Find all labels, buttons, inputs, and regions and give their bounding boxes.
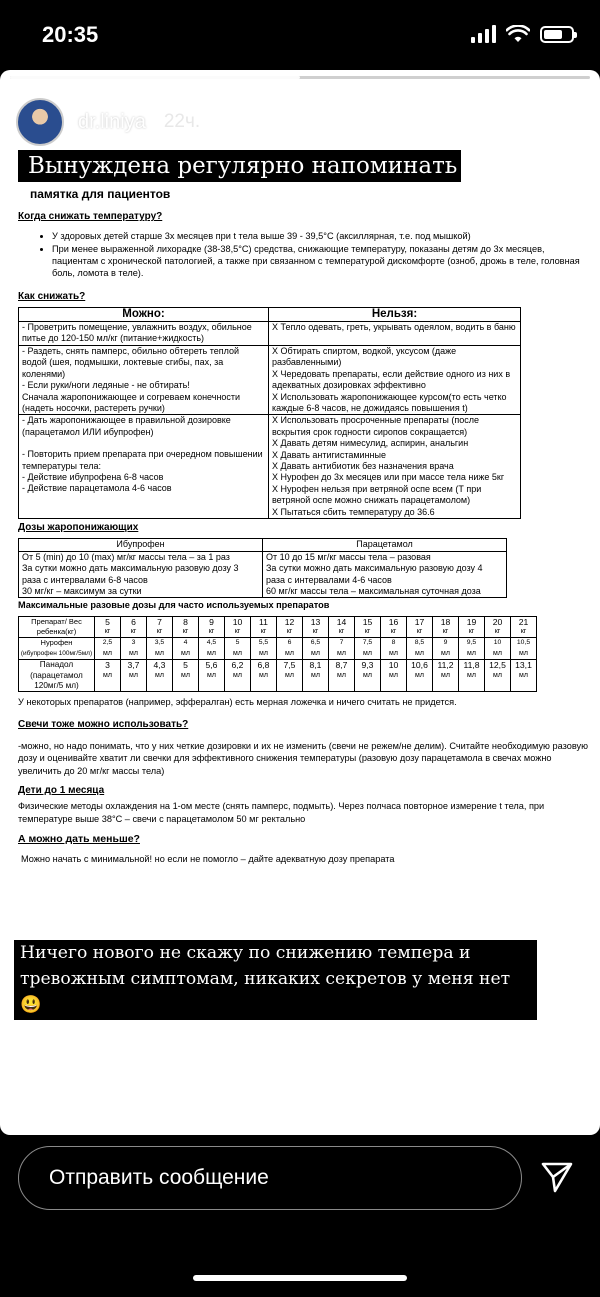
cell-unit: мл (337, 671, 346, 679)
cell-line: - Если руки/ноги ледяные - не обтирать! (22, 380, 190, 391)
cell-unit: кг (286, 628, 293, 636)
cell-value: 8 (183, 616, 188, 627)
cell-line: - Дать жаропонижающее в правильной дозировке (парацетамол ИЛИ ибупрофен) (22, 415, 231, 437)
table-row (19, 551, 507, 598)
story-time: 22ч. (163, 111, 201, 132)
cell-value: 5 (235, 639, 240, 647)
cell-unit: мл (415, 671, 424, 679)
story-caption: Ничего нового не скажу по снижению темпера и тревожным симптомам, никаких секретов у меня нет 😃 (14, 940, 537, 1020)
cell-line: X Давать антибиотик без назначения врача (272, 460, 454, 471)
cell-unit: мл (441, 671, 450, 679)
weight-cell (147, 616, 173, 638)
cell-unit: мл (519, 649, 528, 657)
cell-value: 7,5 (362, 639, 373, 647)
cell-value: 10 (493, 639, 502, 647)
when-heading: Когда снижать температуру? (18, 211, 163, 223)
cell-unit: кг (156, 628, 163, 636)
cell-unit: мл (285, 671, 294, 679)
cell-unit: мл (311, 671, 320, 679)
cell-value: 9,5 (466, 639, 477, 647)
cell-value: 11,8 (463, 660, 480, 671)
cell-unit: кг (104, 628, 111, 636)
cell-value: 10 (232, 616, 243, 627)
cell-unit: мл (103, 649, 112, 657)
infants-heading: Дети до 1 месяца (18, 784, 105, 796)
panadol-dose-cell (199, 660, 225, 692)
panadol-dose-cell (433, 660, 459, 692)
panadol-dose-cell (381, 660, 407, 692)
panadol-label-cell: Панадол (парацетамол 120мг/5 мл) (19, 660, 95, 692)
panadol-dose-cell (329, 660, 355, 692)
cell-line: X Чередовать препараты, если действие одного из них в адекватных дозировках эффективно (272, 368, 511, 391)
weight-cell (121, 616, 147, 638)
nurofen-dose-cell (251, 638, 277, 660)
cell-value: 13,1 (515, 660, 532, 671)
status-time: 20:35 (42, 22, 99, 47)
cell-unit: кг (468, 628, 475, 636)
cell-value: 7 (157, 616, 162, 627)
cell-value: 3 (131, 639, 136, 647)
nurofen-dose-cell (277, 638, 303, 660)
cell-unit: мл (363, 649, 372, 657)
nurofen-dose-cell (329, 638, 355, 660)
cell-unit: мл (233, 671, 242, 679)
list-item: • При менее выраженной лихорадке (38-38,5°С) средства, снижающие температуру, показаны детям до 3х месяцев, пациентам с хронической патологией, а также при связанном с температурой дискомфорте (озноб, дрожь в теле, головная боль, ломота в теле). (52, 243, 588, 280)
cell-value: 12 (284, 616, 295, 627)
more-options-button[interactable]: ••• (492, 108, 524, 135)
cell-value: 5,6 (205, 660, 218, 671)
cellular-signal-icon (471, 25, 496, 43)
cell-line: X Нурофен до 3х месяцев или при массе тела ниже 5кг (272, 472, 505, 483)
can-cell (19, 322, 269, 346)
cell-unit: мл (493, 649, 502, 657)
cell-unit: мл (519, 671, 528, 679)
nurofen-dose-cell (381, 638, 407, 660)
cell-line: От 10 до 15 мг/кг массы тела – разовая (266, 551, 431, 562)
cell-line: От 5 (min) до 10 (max) мг/кг массы тела – за 1 раз (22, 551, 230, 562)
panadol-dose-cell (121, 660, 147, 692)
cell-value: 3 (105, 660, 110, 671)
cell-line: X Пытаться сбить температуру до 36.6 (272, 506, 435, 517)
cell-unit: мл (415, 649, 424, 657)
status-icons (471, 25, 574, 43)
nurofen-dose-cell (95, 638, 121, 660)
cell-value: 9 (209, 616, 214, 627)
cell-unit: кг (338, 628, 345, 636)
cell-unit: мл (129, 649, 138, 657)
cell-unit: кг (390, 628, 397, 636)
cell-value: 8,5 (414, 639, 425, 647)
panadol-dose-cell (251, 660, 277, 692)
close-icon[interactable] (550, 100, 586, 136)
cell-value: 8,1 (309, 660, 322, 671)
send-icon[interactable] (540, 1160, 574, 1194)
cell-unit: мл (337, 649, 346, 657)
panadol-dose-cell (277, 660, 303, 692)
cell-value: 10,5 (516, 639, 531, 647)
cell-line: X Использовать жаропонижающее курсом(то есть четко каждые 6-8 часов, не дожидаясь повышения t) (272, 391, 507, 413)
cell-unit: мл (389, 671, 398, 679)
less-text: Можно начать с минимальной! но если не помогло – дайте адекватную дозу препарата (21, 854, 395, 865)
cell-unit: мл (467, 649, 476, 657)
cell-unit: мл (285, 649, 294, 657)
nurofen-dose-cell (121, 638, 147, 660)
table-row (19, 660, 537, 692)
weight-cell (251, 616, 277, 638)
cell-value: 9 (443, 639, 448, 647)
weight-cell (225, 616, 251, 638)
cell-unit: кг (442, 628, 449, 636)
memo-document (18, 184, 588, 865)
cell-value: 18 (440, 616, 451, 627)
cell-line: Сначала жаропонижающее и согреваем конечности (надеть носочки, растереть ручки) (22, 391, 241, 413)
cell-unit: кг (364, 628, 371, 636)
cell-line: За сутки можно дать максимальную разовую дозу 3 раза с интервалами 6-8 часов (22, 563, 239, 585)
max-doses-heading: Максимальные разовые дозы для часто используемых препаратов (18, 600, 330, 611)
cell-line: - Проветрить помещение, увлажнить воздух, обильное питье до 120-150 мл/кг (питание+жидкость) (22, 322, 252, 344)
battery-icon (540, 26, 574, 43)
cell-unit: мл (259, 649, 268, 657)
cell-unit: кг (208, 628, 215, 636)
panadol-dose-cell (95, 660, 121, 692)
story-progress-fill (10, 76, 300, 79)
cell-line: X Нурофен нельзя при ветряной оспе всем (Т при ветряной оспе можно снижать парацетамолом) (272, 483, 482, 506)
table-row (19, 638, 537, 660)
cell-line: - Повторить прием препарата при очередном повышении температуры тела: (22, 449, 263, 471)
weight-cell (199, 616, 225, 638)
cell-value: 8 (391, 639, 396, 647)
nurofen-dose-cell (459, 638, 485, 660)
cell-value: 19 (466, 616, 477, 627)
weight-cell (511, 616, 537, 638)
rules-table (18, 307, 521, 519)
cell-value: 10 (388, 660, 399, 671)
cell-unit: мл (389, 649, 398, 657)
nurofen-dose-cell (147, 638, 173, 660)
cannot-header: Нельзя: (269, 308, 521, 322)
cell-line: - Действие ибупрофена 6-8 часов (22, 471, 164, 482)
cannot-cell (269, 322, 521, 346)
can-header: Можно: (19, 308, 269, 322)
cell-value: 11,2 (437, 660, 454, 671)
weight-cell (329, 616, 355, 638)
cell-value: 4 (183, 639, 188, 647)
cell-value: 2,5 (102, 639, 113, 647)
panadol-dose-cell (407, 660, 433, 692)
status-bar (0, 0, 600, 70)
cell-unit: кг (416, 628, 423, 636)
cell-value: 5 (183, 660, 188, 671)
cell-value: 12,5 (489, 660, 506, 671)
cell-value: 6 (131, 616, 136, 627)
weight-cell (485, 616, 511, 638)
table-row (19, 616, 537, 638)
message-input[interactable]: Отправить сообщение (18, 1146, 522, 1210)
cell-line: 60 мг/кг массы тела – максимальная суточная доза (266, 585, 481, 596)
panadol-dose-cell (459, 660, 485, 692)
cell-value: 9,3 (361, 660, 374, 671)
nurofen-dose-cell (485, 638, 511, 660)
panadol-dose-cell (511, 660, 537, 692)
story-progress-bar (10, 76, 590, 79)
table-row (19, 322, 521, 346)
cell-line: - Раздеть, снять памперс, обильно обтереть теплой водой (шея, подмышки, локтевые сгибы, пах, за коленями) (22, 345, 240, 379)
nurofen-sublabel: (ибупрофен 100мг/5мл) (20, 649, 93, 657)
wifi-icon (506, 25, 530, 43)
cell-value: 15 (362, 616, 373, 627)
ibuprofen-cell (19, 551, 263, 598)
candles-text: -можно, но надо понимать, что у них четкие дозировки и их не изменить (свечи не режем/не делим). Считайте необходимую разовую дозу и оценивайте хватит ли свечки для эффективного снижения температуры (разовую дозу парацетамола в свечах можно увеличить до 20 мг/кг массы тела) (18, 741, 588, 776)
cell-unit: мл (207, 671, 216, 679)
cell-value: 6 (287, 639, 292, 647)
weight-cell (303, 616, 329, 638)
cell-unit: мл (207, 649, 216, 657)
panadol-dose-cell (173, 660, 199, 692)
panadol-dose-cell (485, 660, 511, 692)
nurofen-dose-cell (407, 638, 433, 660)
cell-value: 6,2 (231, 660, 244, 671)
max-doses-table (18, 616, 537, 693)
how-heading: Как снижать? (18, 290, 86, 302)
cell-unit: кг (520, 628, 527, 636)
cell-unit: кг (494, 628, 501, 636)
weight-label-cell: Препарат/ Вес ребенка(кг) (19, 616, 95, 638)
infants-text: Физические методы охлаждения на 1-ом месте (снять памперс, подмыть). Через полчаса повторное измерение t тела, при температуре выше 38°С – свечи с парацетамолом 50 мг ректально (18, 801, 545, 824)
cell-spacer (22, 438, 265, 449)
cell-value: 7 (339, 639, 344, 647)
cannot-cell (269, 415, 521, 519)
nurofen-dose-cell (173, 638, 199, 660)
panadol-dose-cell (147, 660, 173, 692)
cell-value: 6,8 (257, 660, 270, 671)
cell-value: 6,5 (310, 639, 321, 647)
cell-line: 30 мг/кг – максимум за сутки (22, 585, 142, 596)
username[interactable]: dr.liniya (78, 110, 146, 133)
cell-value: 4,3 (153, 660, 166, 671)
weight-cell (95, 616, 121, 638)
paracetamol-header: Парацетамол (263, 539, 507, 551)
nurofen-dose-cell (225, 638, 251, 660)
list-item: • У здоровых детей старше 3х месяцев при t тела выше 39 - 39,5°С (аксиллярная, т.е. под мышкой) (52, 230, 588, 242)
cell-line: X Обтирать спиртом, водкой, уксусом (даже разбавленными) (272, 345, 457, 368)
nurofen-dose-cell (303, 638, 329, 660)
cell-unit: мл (311, 649, 320, 657)
cell-unit: мл (467, 671, 476, 679)
cell-unit: мл (259, 671, 268, 679)
spoon-note: У некоторых препаратов (например, эффералган) есть мерная ложечка и ничего считать не придется. (18, 697, 457, 708)
cell-value: 5 (105, 616, 110, 627)
cell-line: X Давать антигистаминные (272, 449, 386, 460)
weight-cell (277, 616, 303, 638)
cell-value: 4,5 (206, 639, 217, 647)
story-card[interactable] (0, 70, 600, 1135)
memo-title: памятка для пациентов (30, 187, 171, 201)
cell-unit: мл (181, 671, 190, 679)
cell-unit: мл (233, 649, 242, 657)
cell-unit: кг (260, 628, 267, 636)
cell-line: X Тепло одевать, греть, укрывать одеялом, водить в баню (272, 322, 516, 333)
cell-unit: кг (182, 628, 189, 636)
doses-table (18, 538, 507, 598)
cell-value: 20 (492, 616, 503, 627)
cell-value: 14 (336, 616, 347, 627)
nurofen-dose-cell (355, 638, 381, 660)
cell-unit: кг (130, 628, 137, 636)
nurofen-dose-cell (511, 638, 537, 660)
cell-value: 11 (259, 616, 268, 627)
cell-value: 10,6 (411, 660, 428, 671)
home-indicator[interactable] (193, 1275, 407, 1281)
nurofen-label-cell (19, 638, 95, 660)
cell-unit: кг (234, 628, 241, 636)
cell-value: 7,5 (283, 660, 296, 671)
cell-line: X Использовать просроченные препараты (после вскрытия срок годности сиропов сокращается) (272, 415, 480, 437)
cannot-cell (269, 345, 521, 414)
table-row (19, 415, 521, 519)
cell-value: 17 (414, 616, 425, 627)
cell-value: 3,7 (127, 660, 140, 671)
cell-value: 3,5 (154, 639, 165, 647)
less-heading: А можно дать меньше? (18, 832, 140, 845)
cell-unit: мл (155, 649, 164, 657)
cell-value: 8,7 (335, 660, 348, 671)
nurofen-dose-cell (199, 638, 225, 660)
cell-unit: мл (363, 671, 372, 679)
weight-cell (381, 616, 407, 638)
cell-value: 21 (518, 616, 529, 627)
cell-value: 16 (388, 616, 399, 627)
can-cell (19, 415, 269, 519)
paracetamol-cell (263, 551, 507, 598)
cell-value: 13 (310, 616, 321, 627)
avatar[interactable] (16, 98, 64, 146)
can-cell (19, 345, 269, 414)
when-list (52, 230, 588, 280)
story-headline: Вынуждена регулярно напоминать (18, 150, 461, 182)
cell-line: X Давать детям нимесулид, аспирин, анальгин (272, 438, 469, 449)
panadol-dose-cell (303, 660, 329, 692)
weight-cell (407, 616, 433, 638)
nurofen-label: Нурофен (40, 638, 73, 648)
ibuprofen-header: Ибупрофен (19, 539, 263, 551)
panadol-dose-cell (225, 660, 251, 692)
cell-unit: мл (493, 671, 502, 679)
weight-cell (459, 616, 485, 638)
table-row (19, 345, 521, 414)
cell-unit: кг (312, 628, 319, 636)
candles-heading: Свечи тоже можно использовать? (18, 718, 189, 730)
nurofen-dose-cell (433, 638, 459, 660)
cell-unit: мл (103, 671, 112, 679)
cell-unit: мл (155, 671, 164, 679)
panadol-dose-cell (355, 660, 381, 692)
doses-heading: Дозы жаропонижающих (18, 521, 139, 533)
cell-unit: мл (129, 671, 138, 679)
cell-unit: мл (441, 649, 450, 657)
cell-line: - Действие парацетамола 4-6 часов (22, 483, 172, 494)
cell-line: За сутки можно дать максимальную разовую дозу 4 раза с интервалами 4-6 часов (266, 563, 483, 585)
weight-cell (355, 616, 381, 638)
weight-cell (433, 616, 459, 638)
weight-cell (173, 616, 199, 638)
story-header (16, 98, 200, 146)
cell-unit: мл (181, 649, 190, 657)
cell-value: 5,5 (258, 639, 269, 647)
